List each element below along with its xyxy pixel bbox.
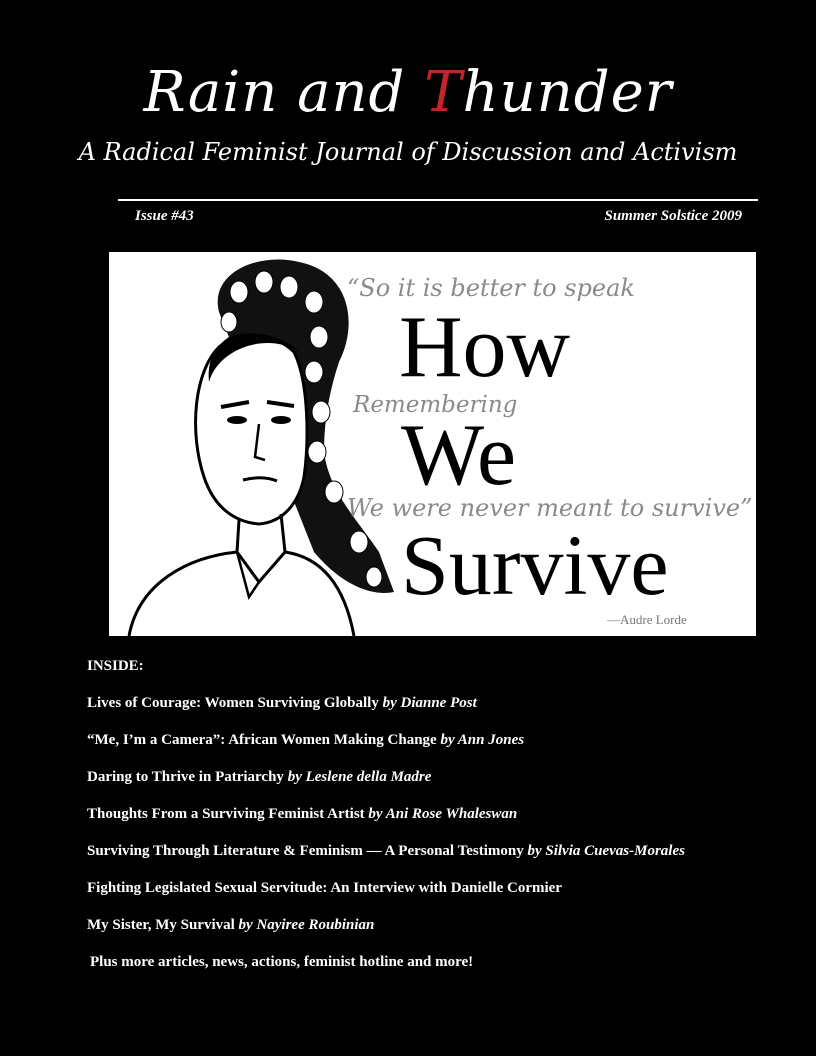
- toc-item: [87, 917, 787, 954]
- inside-heading: INSIDE:: [87, 658, 144, 674]
- issue-number: Issue #43: [135, 208, 194, 224]
- toc-item: [87, 695, 787, 732]
- toc-item-title: Thoughts From a Surviving Feminist Artist: [87, 806, 369, 822]
- toc-item-title: “Me, I’m a Camera”: African Women Making Change: [87, 732, 441, 748]
- toc-more-note: Plus more articles, news, actions, feminist hotline and more!: [90, 954, 474, 970]
- table-of-contents: [87, 658, 787, 991]
- masthead-title: [0, 60, 816, 125]
- cover-art: [109, 252, 756, 636]
- toc-item-title: Daring to Thrive in Patriarchy: [87, 769, 288, 785]
- toc-item-author: by Leslene della Madre: [287, 769, 432, 785]
- masthead-divider: [118, 199, 758, 201]
- toc-item-title: Surviving Through Literature & Feminism — A Personal Testimony: [87, 843, 528, 859]
- toc-item: [87, 769, 787, 806]
- quote-line-3: We were never meant to survive”: [347, 494, 753, 522]
- headline-word-survive: Survive: [401, 517, 669, 613]
- quote-line-2: Remembering: [353, 392, 518, 418]
- masthead-title-part1: Rain and: [143, 60, 425, 125]
- masthead-title-part2: hunder: [462, 60, 673, 125]
- toc-item: [87, 843, 787, 880]
- masthead-subtitle: A Radical Feminist Journal of Discussion and Activism: [78, 138, 738, 166]
- issue-date: Summer Solstice 2009: [604, 208, 742, 224]
- toc-item-author: by Ani Rose Whaleswan: [368, 806, 518, 822]
- toc-item-title: Fighting Legislated Sexual Servitude: An Interview with Danielle Cormier: [87, 880, 562, 896]
- toc-item-author: by Dianne Post: [382, 695, 477, 711]
- woman-portrait-illustration: [109, 252, 409, 636]
- toc-item-title: Lives of Courage: Women Surviving Globally: [87, 695, 383, 711]
- masthead-title-accent-letter: T: [424, 60, 463, 125]
- headline-word-we: We: [401, 407, 517, 504]
- toc-item-author: by Nayiree Roubinian: [238, 917, 375, 933]
- toc-item: [87, 806, 787, 843]
- quote-line-1: “So it is better to speak: [347, 274, 635, 302]
- toc-item: [87, 732, 787, 769]
- toc-item-title: My Sister, My Survival: [87, 917, 239, 933]
- toc-item-author: by Silvia Cuevas-Morales: [527, 843, 685, 859]
- toc-item: [87, 880, 787, 917]
- quote-attribution: —Audre Lorde: [607, 612, 687, 627]
- headline-word-how: How: [399, 299, 571, 396]
- toc-item-author: by Ann Jones: [440, 732, 525, 748]
